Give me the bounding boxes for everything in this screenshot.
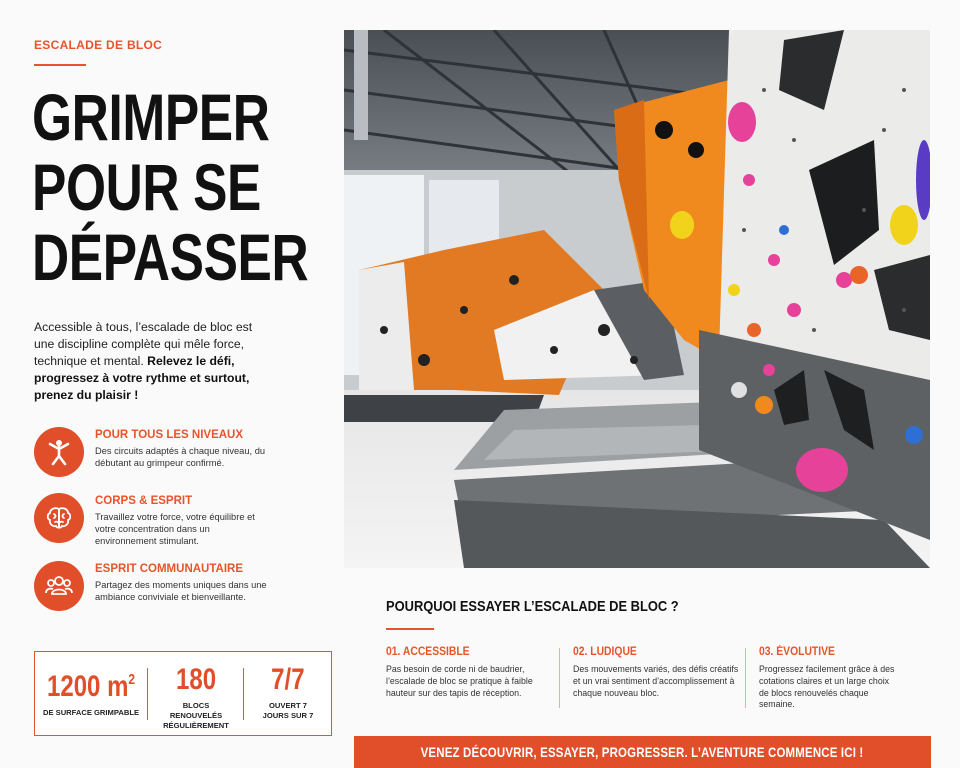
cta-banner	[354, 736, 931, 768]
feature-all-levels	[34, 427, 304, 487]
feature-title: CORPS & ESPRIT	[95, 495, 193, 507]
intro-text: Accessible à tous, l’escalade de bloc est une discipline complète qui mêle force, technique et mental.	[34, 320, 253, 368]
reason-accessible	[386, 646, 556, 699]
intro-paragraph	[34, 319, 256, 404]
column-divider	[559, 648, 560, 708]
reason-scalable	[759, 646, 899, 711]
page-title	[32, 82, 332, 292]
intro-bold-text: Relevez le défi, progressez à votre rythme et surtout, prenez du plaisir !	[34, 354, 250, 402]
reason-playful	[573, 646, 743, 699]
reason-title: 02. LUDIQUE	[573, 646, 637, 658]
stat-label: BLOCS RENOUVELÉS RÉGULIÈREMENT	[163, 701, 229, 730]
feature-description: Partagez des moments uniques dans une ambiance conviviale et bienveillante.	[95, 580, 267, 603]
person-jumping-icon	[34, 427, 84, 477]
feature-description: Des circuits adaptés à chaque niveau, du débutant au grimpeur confirmé.	[95, 446, 266, 469]
feature-community	[34, 561, 304, 621]
eyebrow-divider	[34, 64, 86, 66]
stat-surface	[35, 652, 147, 737]
stat-label: OUVERT 7 JOURS SUR 7	[262, 701, 314, 720]
why-divider	[386, 628, 434, 630]
reason-description: Pas besoin de corde ni de baudrier, l’escalade de bloc se pratique à faible hauteur sur des tapis de réception.	[386, 664, 533, 698]
stat-label: DE SURFACE GRIMPABLE	[42, 708, 140, 717]
feature-body-mind	[34, 493, 304, 553]
reason-description: Progressez facilement grâce à des cotations claires et un large choix de blocs renouvelés chaque semaine.	[759, 664, 895, 710]
stats-box	[34, 651, 332, 736]
stat-value: 180	[175, 663, 217, 696]
title-line-3: DÉPASSER	[32, 220, 309, 294]
feature-description: Travaillez votre force, votre équilibre et votre concentration dans un environnement stimulant.	[95, 512, 255, 547]
title-line-1: GRIMPER	[32, 80, 270, 154]
cta-banner-text: VENEZ DÉCOUVRIR, ESSAYER, PROGRESSER. L’AVENTURE COMMENCE ICI !	[421, 744, 864, 760]
feature-title: ESPRIT COMMUNAUTAIRE	[95, 563, 244, 575]
stat-blocks	[149, 652, 243, 737]
brain-icon	[34, 493, 84, 543]
stat-value: 7/7	[271, 663, 305, 696]
stat-divider	[147, 668, 148, 720]
eyebrow-label: ESCALADE DE BLOC	[34, 38, 163, 52]
title-line-2: POUR SE	[32, 150, 261, 224]
reason-title: 03. ÉVOLUTIVE	[759, 646, 835, 658]
group-icon	[34, 561, 84, 611]
feature-title: POUR TOUS LES NIVEAUX	[95, 429, 244, 441]
stat-opening	[245, 652, 331, 737]
climbing-gym-photo	[344, 30, 930, 568]
reason-title: 01. ACCESSIBLE	[386, 646, 470, 658]
stat-divider	[243, 668, 244, 720]
reason-description: Des mouvements variés, des défis créatifs et un vrai sentiment d’accomplissement à chaque nouveau bloc.	[573, 664, 739, 698]
stat-value: 1200 $m^2$	[46, 670, 136, 703]
why-section-title: POURQUOI ESSAYER L’ESCALADE DE BLOC ?	[386, 598, 679, 615]
column-divider	[745, 648, 746, 708]
